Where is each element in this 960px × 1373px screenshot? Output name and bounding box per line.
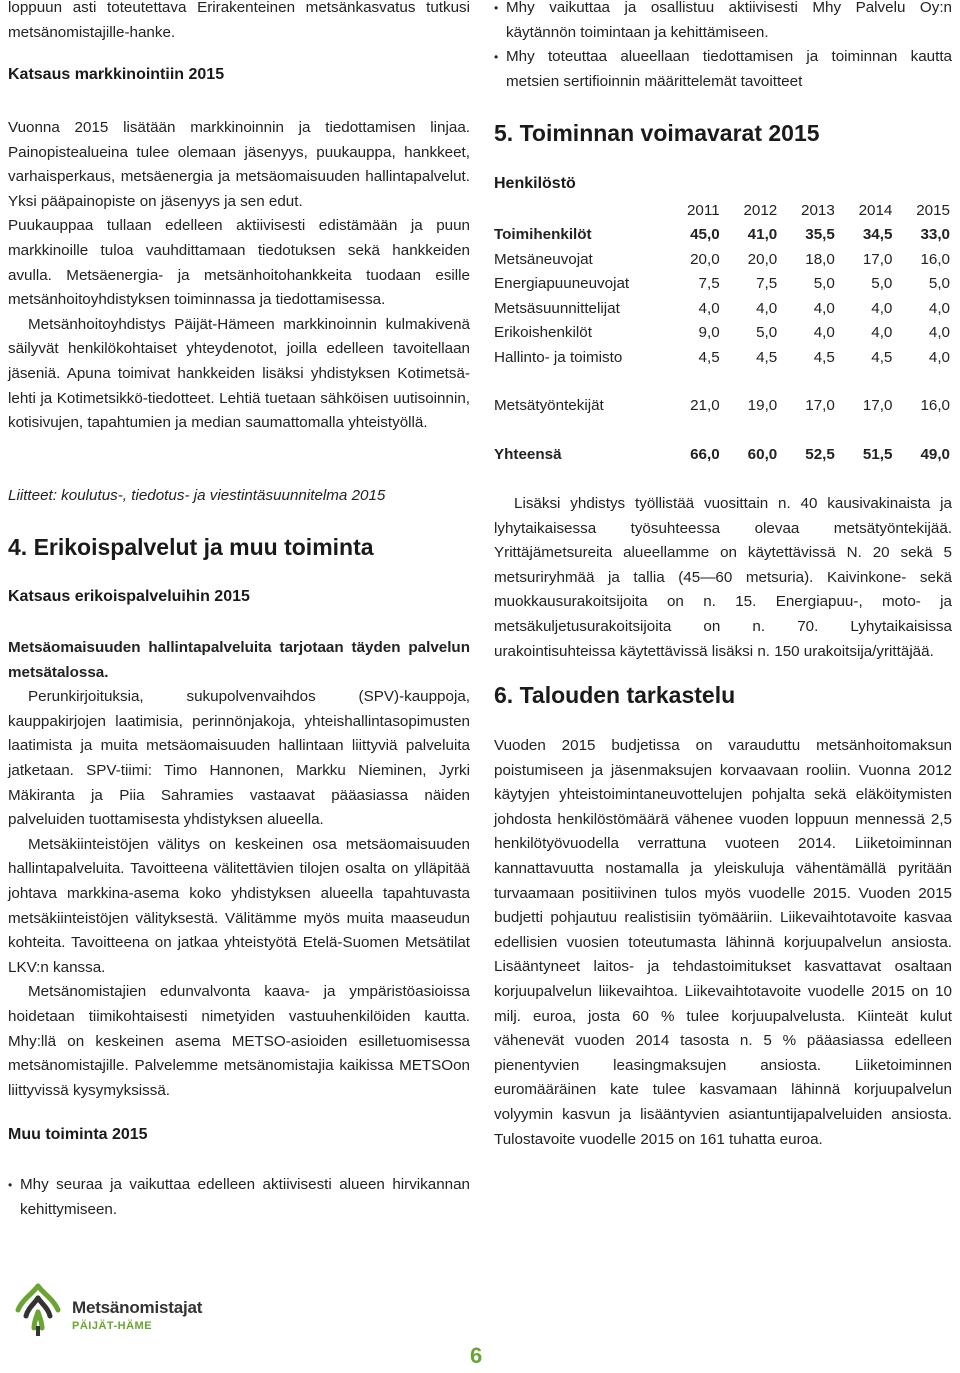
- logo-mark-icon: [8, 1280, 68, 1340]
- table-cell: 35,5: [805, 226, 835, 244]
- table-cell: 16,0: [920, 250, 950, 268]
- asset-services-lead: Metsäomaisuuden hallintapalveluita tarjotaan täyden palvelun metsätalossa.: [8, 639, 470, 681]
- logo-name: Metsänomistajat: [72, 1298, 203, 1317]
- market-section: [8, 116, 470, 436]
- table-cell: 4,0: [928, 299, 950, 317]
- list-item: • Mhy vaikuttaa ja osallistuu aktiivisesti Mhy Palvelu Oy:n käytännön toimintaan ja kehittämiseen.: [494, 0, 952, 45]
- table-row: [494, 272, 950, 297]
- table-cell: 66,0: [690, 445, 720, 463]
- table-row: [494, 321, 950, 346]
- table-cell: 45,0: [690, 226, 720, 244]
- list-item: • Mhy toteuttaa alueellaan tiedottamisen ja toiminnan kautta metsien sertifioinnin määrittelemät tavoitteet: [494, 45, 952, 94]
- table-cell: 16,0: [920, 397, 950, 415]
- staff-table: [494, 198, 950, 467]
- row-label: Metsäsuunnittelijat: [494, 299, 620, 317]
- table-cell: 49,0: [920, 445, 950, 463]
- table-cell: 7,5: [756, 275, 778, 293]
- asset-paragraph-1: Perunkirjoituksia, sukupolvenvaihdos (SPV)-kauppoja, kauppakirjojen laatimisia, perinnönjakoja, yhteishallintasopimusten laatimista ja muita metsäomaisuuden hallintaan liittyviä palveluita jatketaan. SPV-tiimi: Timo Hannonen, Markku Nieminen, Jyrki Mäkiranta ja Piia Sahramies vastaavat pääasiassa näiden palveluiden tuottamisesta yhdistyksen alueella.: [8, 688, 470, 829]
- year-header: 2011: [686, 201, 720, 219]
- table-row: [494, 394, 950, 419]
- row-label: Metsäneuvojat: [494, 250, 593, 268]
- logo-region: PÄIJÄT-HÄME: [72, 1320, 153, 1332]
- table-cell: 4,0: [871, 299, 893, 317]
- table-cell: 20,0: [690, 250, 720, 268]
- year-header: 2013: [801, 201, 835, 219]
- table-cell: 4,0: [871, 324, 893, 342]
- section-6-heading: 6. Talouden tarkastelu: [494, 682, 736, 708]
- row-label: Hallinto- ja toimisto: [494, 348, 623, 366]
- table-cell: 52,5: [805, 445, 835, 463]
- asset-paragraph-2: Metsäkiinteistöjen välitys on keskeinen osa metsäomaisuuden hallintapalveluita. Tavoitteena välitettävien tilojen osalta on ylläpitää johtava markkina-asema koko yhdistyksen alueella tapahtuvasta metsäkiinteistöjen välityksestä. Välitämme myös muita maaseudun kohteita. Tavoitteena on jatkaa yhteistyötä Etelä-Suomen Metsätilat LKV:n kanssa.: [8, 835, 470, 976]
- section-4-heading: 4. Erikoispalvelut ja muu toiminta: [8, 534, 374, 560]
- table-cell: 60,0: [747, 445, 778, 463]
- table-cell: 17,0: [805, 397, 835, 415]
- table-cell: 4,0: [698, 299, 720, 317]
- table-header-row: [494, 198, 950, 223]
- table-row: [494, 296, 950, 321]
- market-paragraph-3: Metsänhoitoyhdistys Päijät-Hämeen markkinoinnin kulmakivenä säilyvät henkilökohtaiset yhteydenotot, joilla edelleen tavoitellaan jäseniä. Apuna toimivat hankkeiden lisäksi yhdistyksen Kotimetsä-lehti ja Kotimetsikkö-tiedotteet. Lehtiä tuetaan sähköisen uutisoinnin, kotisivujen, tapahtumien ja median saumattomalla yhteistyöllä.: [8, 315, 470, 432]
- table-cell: 19,0: [747, 397, 778, 415]
- row-label: Yhteensä: [494, 445, 562, 463]
- table-cell: 4,0: [756, 299, 778, 317]
- table-cell: 4,5: [698, 348, 720, 366]
- row-label: Metsätyöntekijät: [494, 397, 604, 415]
- table-cell: 4,5: [756, 348, 778, 366]
- asset-paragraph-3: Metsänomistajien edunvalvonta kaava- ja ympäristöasioissa hoidetaan tiimikohtaisesti nimetyiden vastuuhenkilöiden kautta. Mhy:llä on keskeinen asema METSO-asioiden esilletuomisessa metsänomistajille. Palvelemme metsänomistajia kaikissa METSOon liittyvissä kysymyksissä.: [8, 983, 470, 1099]
- market-paragraph-1: Vuonna 2015 lisätään markkinoinnin ja tiedottamisen linjaa. Painopistealueina tulee olemaan jäsenyys, puukauppa, hankkeet, varhaisperkaus, metsäenergia ja metsäomaisuuden hallintapalvelut. Yksi pääpainopiste on jäsenyys ja sen edut.: [8, 119, 470, 210]
- market-paragraph-2: Puukauppaa tullaan edelleen aktiivisesti edistämään ja puun markkinoille tuloa vauhdittamaan tiedotuksen sekä hankkeiden avulla. Metsäenergia- ja metsänhoitohankkeita tuodaan esille metsänhoitoyhdistyksen toiminnassa ja tiedottamisessa.: [8, 217, 470, 309]
- table-cell: 4,5: [813, 348, 835, 366]
- other-activities-heading: Muu toiminta 2015: [8, 1126, 148, 1143]
- organization-logo: [8, 1280, 228, 1340]
- row-label: Erikoishenkilöt: [494, 324, 592, 342]
- page-number: 6: [470, 1343, 483, 1368]
- other-activities-list: [8, 1173, 470, 1222]
- table-cell: 34,5: [862, 226, 893, 244]
- row-label: Toimihenkilöt: [494, 226, 592, 244]
- table-cell: 41,0: [747, 226, 778, 244]
- list-item: • Mhy seuraa ja vaikuttaa edelleen aktiivisesti alueen hirvikannan kehittymiseen.: [8, 1173, 470, 1222]
- staff-paragraph: Lisäksi yhdistys työllistää vuosittain n. 40 kausivakinaista ja lyhytaikaisessa työsuhteessa olevaa metsätyöntekijää. Yrittäjämetsureita alueellamme on käytettävissä N. 20 sekä 5 metsuriryhmää ja tallia (45—60 metsuria). Kaivinkone- sekä muokkausurakoitsijoita on n. 15. Energiapuu-, moto- ja metsäkuljetusurakoitsijoita on n. 70. Lyhytaikaisissa urakointisuhteissa käytettävissä lisäksi n. 150 urakoitsija/yrittäjää.: [494, 495, 952, 660]
- table-total-row: [494, 442, 950, 467]
- table-cell: 5,0: [756, 324, 778, 342]
- table-row: [494, 223, 950, 248]
- table-cell: 21,0: [690, 397, 720, 415]
- intro-text: loppuun asti toteutettava Erirakenteinen metsänkasvatus tutkusi metsänomistajille-hanke.: [8, 0, 470, 41]
- table-cell: 4,5: [871, 348, 893, 366]
- table-cell: 17,0: [862, 250, 893, 268]
- year-header: 2014: [858, 201, 893, 219]
- table-cell: 18,0: [805, 250, 835, 268]
- top-bullet-list: [494, 0, 952, 94]
- special-services-heading: Katsaus erikoispalveluihin 2015: [8, 588, 250, 605]
- market-heading: Katsaus markkinointiin 2015: [8, 66, 225, 83]
- table-cell: 4,0: [928, 324, 950, 342]
- table-row: [494, 345, 950, 370]
- attachments-note: Liitteet: koulutus-, tiedotus- ja viestintäsuunnitelma 2015: [8, 487, 386, 504]
- year-header: 2012: [743, 201, 778, 219]
- table-cell: 5,0: [871, 275, 893, 293]
- year-header: 2015: [916, 201, 950, 219]
- table-cell: 7,5: [698, 275, 720, 293]
- table-row: [494, 247, 950, 272]
- table-cell: 17,0: [862, 397, 893, 415]
- row-label: Energiapuuneuvojat: [494, 275, 630, 293]
- finance-paragraph: Vuoden 2015 budjetissa on varauduttu metsänhoitomaksun poistumiseen ja jäsenmaksujen korvaavaan rooliin. Vuonna 2012 käytyjen yhteistoimintaneuvottelujen pohjalta sekä eläköitymisten johdosta henkilöstömäärä vähenee vuoden loppuun mennessä 2,5 henkilötyövuodella verrattuna vuoteen 2014. Liiketoiminnan kannattavuutta nostamalla ja yleiskuluja vähentämällä pyritään turvaamaan positiivinen tulos myös vuodelle 2015. Vuoden 2015 budjetti pohjautuu realistisiin työmääriin. Liikevaihtotavoite kasvaa edellisien vuosien toteutumasta lähinnä korjuupalvelun ansiosta. Lisääntyneet laitos- ja tehdastoimitukset kasvattavat osaltaan korjuupalvelun liikevaihtoa. Liikevaihtotavoite vuodelle 2015 on 10 milj. euroa, josta 60 % tulee korjuupalvelusta. Kiinteät kulut vähenevät vuoden 2014 tasosta n. 5 % pääasiassa edelleen pienentyvien leasingmaksujen ansiosta. Liiketoiminnen euromääräinen kate tulee kasvamaan lähinnä korjuupalvelun volyymin kasvun ja lisääntyvien asiantuntijapalveluiden ansiosta. Tulostavoite vuodelle 2015 on 161 tuhatta euroa.: [494, 737, 952, 1148]
- table-cell: 4,0: [928, 348, 950, 366]
- table-cell: 51,5: [862, 445, 893, 463]
- table-cell: 33,0: [920, 226, 950, 244]
- table-cell: 5,0: [928, 275, 950, 293]
- asset-section: [8, 636, 470, 1103]
- table-cell: 9,0: [698, 324, 720, 342]
- table-cell: 5,0: [813, 275, 835, 293]
- table-cell: 4,0: [813, 324, 835, 342]
- section-5-heading: 5. Toiminnan voimavarat 2015: [494, 120, 820, 146]
- table-cell: 4,0: [813, 299, 835, 317]
- staff-heading: Henkilöstö: [494, 175, 576, 192]
- table-cell: 20,0: [747, 250, 778, 268]
